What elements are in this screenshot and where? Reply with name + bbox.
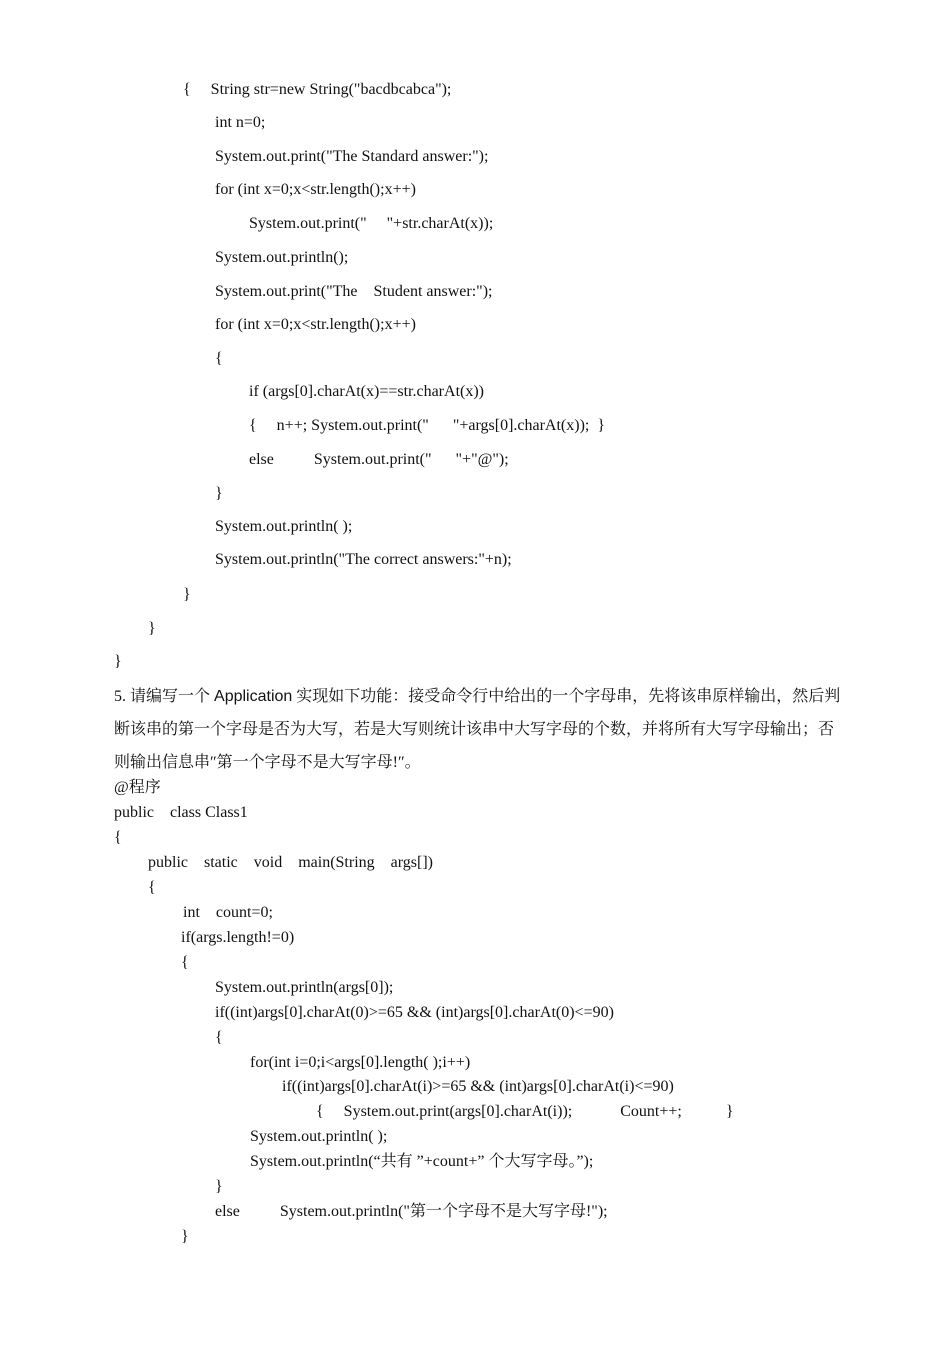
code-line: { — [215, 1029, 223, 1046]
application-term: Application — [214, 688, 293, 705]
code-line: System.out.println(args[0]); — [215, 979, 394, 996]
code-line: System.out.print("The Standard answer:"); — [215, 148, 489, 165]
code-line: else System.out.println("第一个字母不是大写字母!"); — [215, 1203, 608, 1220]
code-line: System.out.print("The Student answer:"); — [215, 283, 493, 300]
code-line: { System.out.print(args[0].charAt(i)); Count++; } — [316, 1103, 734, 1120]
code-line: { — [148, 879, 156, 896]
code-line: { n++; System.out.print(" "+args[0].charAt(x)); } — [249, 417, 606, 434]
code-line: @程序 — [114, 779, 161, 796]
code-line: System.out.print(" "+str.charAt(x)); — [249, 215, 494, 232]
code-line: } — [114, 653, 122, 670]
code-line: for (int x=0;x<str.length();x++) — [215, 316, 416, 333]
code-line: if((int)args[0].charAt(0)>=65 && (int)args[0].charAt(0)<=90) — [215, 1004, 614, 1021]
code-line: int n=0; — [215, 114, 266, 131]
code-line: System.out.println(“共有 ”+count+” 个大写字母。”); — [250, 1153, 594, 1170]
code-line: if (args[0].charAt(x)==str.charAt(x)) — [249, 383, 484, 400]
question-5-paragraph — [114, 680, 844, 779]
code-line: for (int x=0;x<str.length();x++) — [215, 181, 416, 198]
code-line: int count=0; — [183, 904, 273, 921]
code-line: } — [148, 620, 156, 637]
code-line: { — [181, 954, 189, 971]
code-line: } — [181, 1228, 189, 1245]
code-line: if((int)args[0].charAt(i)>=65 && (int)args[0].charAt(i)<=90) — [282, 1078, 674, 1095]
code-line: { — [215, 350, 223, 367]
code-line: } — [215, 485, 223, 502]
code-line: System.out.println(); — [215, 249, 349, 266]
code-line: if(args.length!=0) — [181, 929, 295, 946]
code-line: } — [183, 586, 191, 603]
code-line: } — [215, 1178, 223, 1195]
question-number: 5. — [114, 688, 130, 705]
question-text-post: 实现如下功能：接受命令行中给出的一个字母串，先将该串原样输出，然后判断该串的第一个字母是否为大写，若是大写则统计该串中大写字母的个数，并将所有大写字母输出；否则输出信息串″第一个字母不是大写字母!″。 — [114, 688, 841, 771]
code-line: { — [114, 829, 122, 846]
question-text-pre: 请编写一个 — [130, 688, 215, 705]
code-line: System.out.println( ); — [250, 1128, 388, 1145]
code-line: public class Class1 — [114, 804, 248, 821]
code-line: System.out.println("The correct answers:"+n); — [215, 551, 512, 568]
code-line: public static void main(String args[]) — [148, 854, 433, 871]
code-line: for(int i=0;i<args[0].length( );i++) — [250, 1054, 471, 1071]
code-line: System.out.println( ); — [215, 518, 353, 535]
code-line: { String str=new String("bacdbcabca"); — [183, 81, 452, 98]
code-line: else System.out.print(" "+"@"); — [249, 451, 509, 468]
